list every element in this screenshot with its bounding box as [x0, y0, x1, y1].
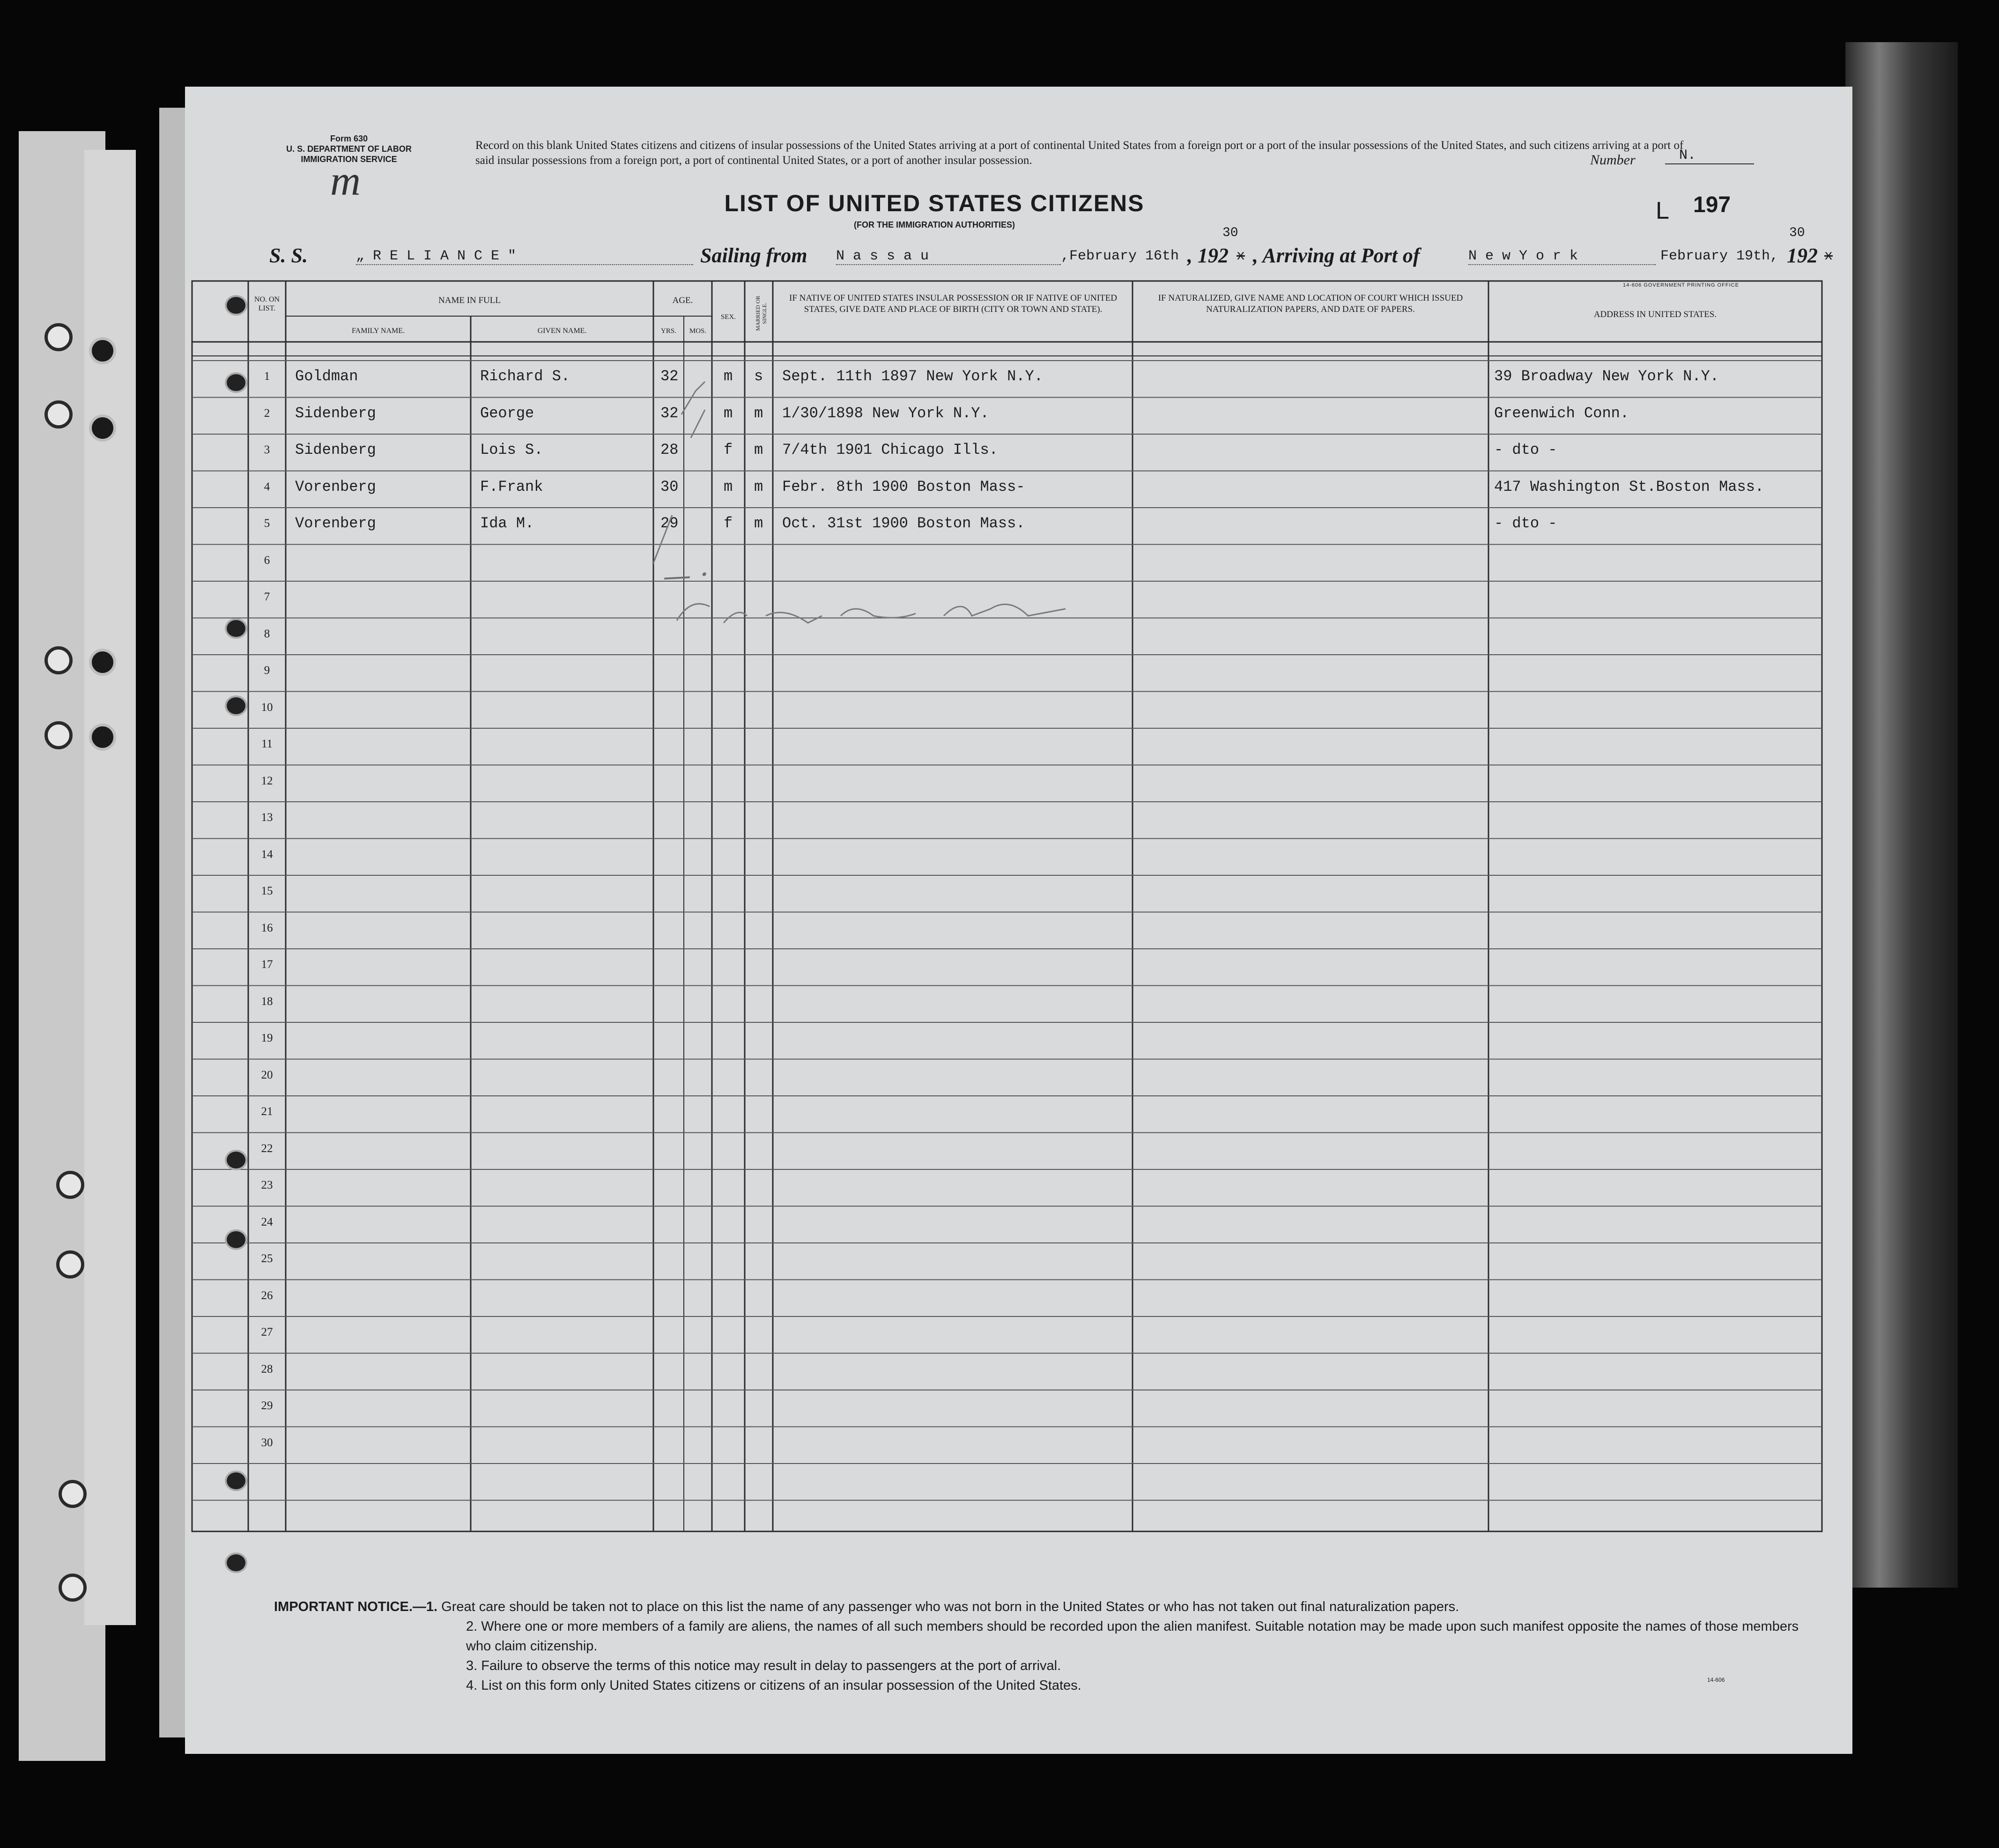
print-note: 14-606 GOVERNMENT PRINTING OFFICE	[1623, 282, 1739, 288]
punch-hole	[225, 618, 247, 639]
header-family-name: FAMILY NAME.	[351, 327, 405, 335]
handwritten-checkmarks	[653, 354, 1075, 691]
entry-given: Richard S.	[480, 368, 570, 385]
binding-hole	[44, 646, 73, 674]
entry-given: Lois S.	[480, 441, 543, 458]
entry-address: - dto -	[1494, 441, 1557, 458]
arriving-label: , Arriving at Port of	[1253, 244, 1420, 267]
header-sex: SEX.	[720, 313, 736, 321]
header-address: ADDRESS IN UNITED STATES.	[1593, 310, 1717, 319]
header-given-name: GIVEN NAME.	[537, 327, 587, 335]
punch-hole	[225, 1229, 247, 1250]
row-number: 21	[261, 1105, 273, 1118]
entry-married: s	[754, 368, 763, 385]
entry-married: m	[754, 478, 763, 495]
entry-birth: Oct. 31st 1900 Boston Mass.	[782, 515, 1025, 532]
entry-sex: f	[724, 515, 733, 532]
entry-birth: 1/30/1898 New York N.Y.	[782, 404, 989, 422]
punch-hole	[225, 1552, 247, 1573]
row-number: 14	[261, 848, 273, 861]
notice-item-1: Great care should be taken not to place on this list the name of any passenger who was not born in the United States or who has not taken out final naturalization papers.	[441, 1599, 1459, 1614]
binding-hole	[44, 323, 73, 351]
entry-sex: f	[724, 441, 733, 458]
row-number: 23	[261, 1179, 273, 1191]
manifest-page	[185, 87, 1852, 1754]
binding-hole	[56, 1171, 84, 1199]
row-number: 12	[261, 774, 273, 787]
row-number: 10	[261, 701, 273, 714]
ss-label: S. S.	[269, 244, 308, 267]
row-number: 1	[264, 370, 270, 383]
entry-yrs: 30	[660, 478, 679, 495]
adjacent-page-edge	[1845, 42, 1958, 1588]
row-number: 26	[261, 1289, 273, 1302]
handwritten-mark: m	[330, 158, 361, 204]
header-married-or-single: MARRIED OR SINGLE.	[755, 296, 768, 331]
header-no-on-list: NO. ON LIST.	[254, 296, 280, 312]
arrival-year-correction: 30	[1789, 226, 1805, 240]
entry-married: m	[754, 515, 763, 532]
notice-item-4: 4. List on this form only United States citizens or citizens of an insular possession of the United States.	[466, 1678, 1081, 1693]
entry-sex: m	[724, 404, 733, 422]
punch-hole	[225, 1471, 247, 1491]
row-number: 16	[261, 921, 273, 934]
binding-hole	[59, 1574, 87, 1602]
header-age: AGE.	[672, 296, 693, 305]
ship-name: „ R E L I A N C E "	[356, 248, 693, 265]
page-subtitle: (FOR THE IMMIGRATION AUTHORITIES)	[854, 220, 1015, 229]
notice-item-3: 3. Failure to observe the terms of this notice may result in delay to passengers at the port of arrival.	[466, 1658, 1061, 1673]
entry-married: m	[754, 404, 763, 422]
row-number: 13	[261, 811, 273, 824]
handwritten-inspection-note: — ·	[662, 549, 870, 593]
row-number: 24	[261, 1215, 273, 1228]
header-name-in-full: NAME IN FULL	[438, 296, 501, 305]
row-number: 11	[261, 738, 273, 750]
service-name: IMMIGRATION SERVICE	[301, 155, 397, 164]
entry-family: Goldman	[295, 368, 358, 385]
row-number: 7	[264, 591, 270, 603]
entry-given: F.Frank	[480, 478, 543, 495]
punch-hole	[225, 1150, 247, 1170]
form-code: 14-606	[1707, 1677, 1725, 1683]
punch-hole	[225, 695, 247, 716]
entry-married: m	[754, 441, 763, 458]
entry-address: - dto -	[1494, 515, 1557, 532]
department-name: U. S. DEPARTMENT OF LABOR	[286, 144, 412, 154]
entry-sex: m	[724, 478, 733, 495]
entry-address: 417 Washington St.Boston Mass.	[1494, 478, 1764, 495]
entry-birth: Febr. 8th 1900 Boston Mass-	[782, 478, 1025, 495]
sailing-label: Sailing from	[700, 244, 807, 267]
departure-date: ,February 16th	[1061, 248, 1179, 264]
punch-hole	[225, 372, 247, 393]
row-number: 30	[261, 1436, 273, 1449]
form-instructions: Record on this blank United States citizens and citizens of insular possessions of the United States arriving at a port of continental United States from a foreign port or a port of the insular possessions of the United States, and such citizens arriving at a port of said insular possessions from a foreign port, a port of continental United States, or a port of another insular possession.	[475, 139, 1684, 167]
binding-hole	[89, 337, 116, 364]
entry-family: Vorenberg	[295, 478, 376, 495]
row-number: 29	[261, 1399, 273, 1412]
row-number: 27	[261, 1326, 273, 1338]
departure-year-prefix: , 192	[1187, 244, 1229, 267]
binding-hole	[89, 649, 116, 676]
departure-year-struck: x	[1236, 248, 1245, 264]
arrival-date: February 19th,	[1660, 248, 1779, 264]
entry-yrs: 29	[660, 515, 679, 532]
entry-address: 39 Broadway New York N.Y.	[1494, 368, 1719, 385]
entry-address: Greenwich Conn.	[1494, 404, 1629, 422]
entry-yrs: 28	[660, 441, 679, 458]
number-value: N.	[1665, 148, 1754, 164]
row-number: 17	[261, 958, 273, 971]
binding-strip-inner	[84, 150, 136, 1625]
number-label: Number	[1590, 152, 1636, 168]
list-letter: L	[1656, 197, 1669, 224]
notice-lead: IMPORTANT NOTICE.—1.	[274, 1599, 438, 1614]
header-naturalized: IF NATURALIZED, GIVE NAME AND LOCATION OF COURT WHICH ISSUED NATURALIZATION PAPERS, AND DATE OF PAPERS.	[1158, 293, 1463, 314]
entry-birth: 7/4th 1901 Chicago Ills.	[782, 441, 998, 458]
row-number: 6	[264, 554, 270, 567]
entry-birth: Sept. 11th 1897 New York N.Y.	[782, 368, 1043, 385]
header-age-years: YRS.	[661, 327, 676, 335]
row-number: 8	[264, 627, 270, 640]
page-title: LIST OF UNITED STATES CITIZENS	[724, 190, 1145, 216]
binding-hole	[44, 400, 73, 429]
entry-sex: m	[724, 368, 733, 385]
header-age-months: MOS.	[689, 327, 707, 335]
row-number: 15	[261, 885, 273, 897]
row-number: 9	[264, 664, 270, 677]
entry-yrs: 32	[660, 404, 679, 422]
entry-family: Vorenberg	[295, 515, 376, 532]
entry-yrs: 32	[660, 368, 679, 385]
notice-item-2: 2. Where one or more members of a family are aliens, the names of all such members should be recorded upon the alien manifest. Suitable notation may be made upon such manifest opposite the names of those members who claim citizenship.	[466, 1619, 1799, 1654]
entry-given: Ida M.	[480, 515, 534, 532]
row-number: 4	[264, 480, 270, 493]
entry-family: Sidenberg	[295, 441, 376, 458]
binding-hole	[89, 724, 116, 751]
binding-hole	[89, 414, 116, 442]
arrival-year-struck: x	[1824, 248, 1833, 264]
row-number: 25	[261, 1252, 273, 1265]
form-number: Form 630	[330, 134, 368, 143]
binding-hole	[44, 721, 73, 749]
binding-hole	[59, 1480, 87, 1508]
row-number: 5	[264, 517, 270, 530]
header-birth: IF NATIVE OF UNITED STATES INSULAR POSSESSION OR IF NATIVE OF UNITED STATES, GIVE DATE AND PLACE OF BIRTH (CITY OR TOWN AND STATE).	[789, 293, 1117, 314]
row-number: 2	[264, 407, 270, 420]
row-number: 3	[264, 444, 270, 456]
to-port: N e w Y o r k	[1468, 248, 1656, 265]
departure-year-correction: 30	[1222, 226, 1238, 240]
arrival-year-prefix: 192	[1787, 244, 1818, 267]
entry-family: Sidenberg	[295, 404, 376, 422]
punch-hole	[225, 295, 247, 316]
list-number: 197	[1693, 192, 1731, 217]
entry-given: George	[480, 404, 534, 422]
row-number: 22	[261, 1142, 273, 1155]
row-number: 20	[261, 1068, 273, 1081]
from-port: N a s s a u	[836, 248, 1061, 265]
row-number: 18	[261, 995, 273, 1008]
row-number: 19	[261, 1032, 273, 1044]
row-number: 28	[261, 1362, 273, 1375]
binding-hole	[56, 1250, 84, 1279]
